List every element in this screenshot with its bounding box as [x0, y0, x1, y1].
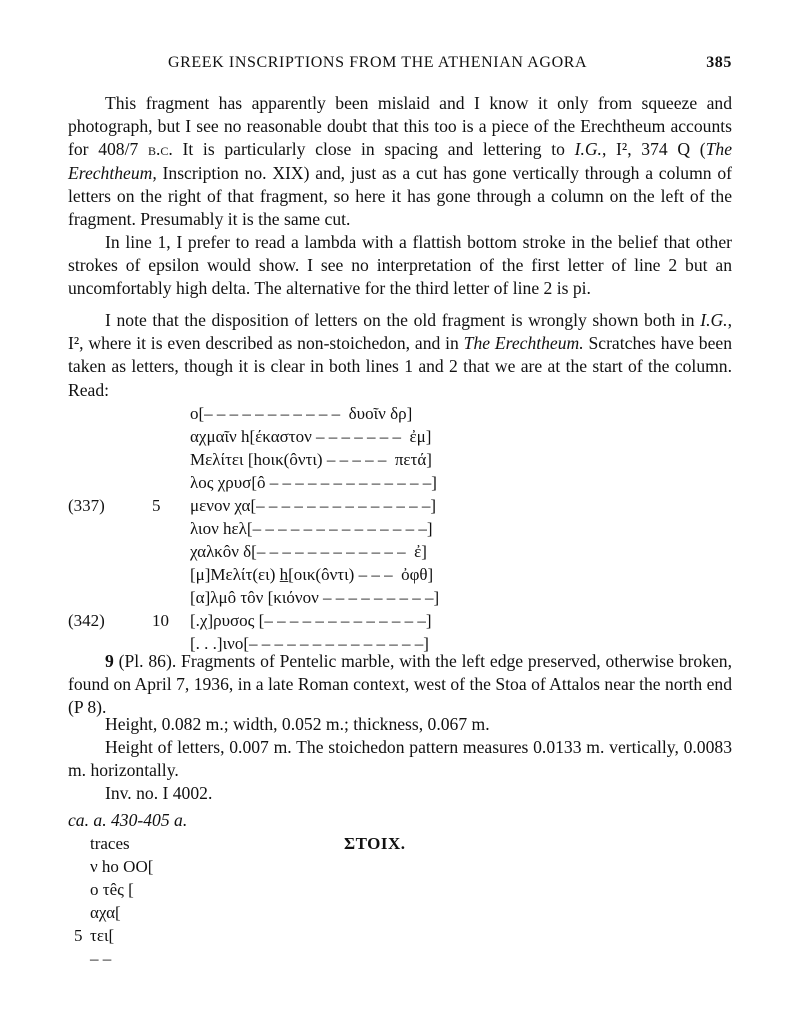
inscription-text-block: [68, 832, 732, 968]
stoichedon-label: ΣΤΟΙΧ.: [344, 834, 406, 853]
page-number: 385: [706, 54, 732, 71]
greek-text-block: [68, 402, 732, 653]
greek-line: [68, 540, 732, 563]
inscription-line-text: ν hο OO[: [90, 857, 154, 876]
entry-9-dimensions: Height, 0.082 m.; width, 0.052 m.; thickness, 0.067 m.: [105, 714, 490, 734]
inscription-line: [68, 901, 732, 924]
greek-line-text: αχμαῖν h[έκαστον – – – – – – – ἐμ]: [190, 427, 432, 446]
greek-line-text: λος χρυσ[ô – – – – – – – – – – – – –]: [190, 473, 437, 492]
greek-line-text: [μ]Μελίτ(ει) h̲[οικ(ôντι) – – – ὀφθ]: [190, 565, 434, 584]
text-run: Scratches have been taken as letters, though it is clear in both lines 1 and 2 that we are at the start of the column. Read:: [68, 333, 732, 400]
greek-line: [68, 402, 732, 425]
greek-line-text: μενον χα[– – – – – – – – – – – – – –]: [190, 496, 437, 515]
ig-citation: I.G.: [700, 310, 728, 330]
entry-9-description: [68, 650, 732, 720]
text-run: , I², 374 Q (: [601, 139, 706, 160]
greek-line-text: χαλκôν δ[– – – – – – – – – – – – ἐ]: [190, 542, 427, 561]
text-run: This fragment has apparently been mislaid and I know it only from squeeze and photograph, but I see no reasonable doubt that this too is a piece of the Erechtheum accounts for 408/7: [68, 93, 732, 160]
inscription-line: [68, 832, 732, 855]
inscription-line-text: τει[: [90, 926, 115, 945]
inscription-line: [68, 855, 732, 878]
greek-line: [68, 609, 732, 632]
greek-line: [68, 586, 732, 609]
running-head: [68, 54, 732, 78]
paragraph-3: [68, 309, 732, 402]
text-run: It is particularly close in spacing and lettering to: [172, 139, 575, 160]
erechtheum-citation: The Erechtheum.: [463, 333, 584, 354]
entry-number: 9: [105, 651, 114, 671]
inscription-line-text: ο τêς [: [90, 880, 134, 899]
line-reference: (342): [68, 611, 105, 630]
paragraph-1: [68, 92, 732, 231]
inscription-line: [68, 947, 732, 970]
line-number: 10: [152, 611, 169, 630]
text-run: I note that the disposition of letters on the old fragment is wrongly shown both in: [105, 310, 701, 330]
running-title: GREEK INSCRIPTIONS FROM THE ATHENIAN AGORA: [168, 54, 588, 71]
greek-line-text: ο[– – – – – – – – – – – δυοῖν δρ]: [190, 404, 413, 423]
entry-9-date: ca. a. 430-405 a.: [68, 810, 188, 830]
line-reference: (337): [68, 496, 105, 515]
erechtheum-citation: The Erechtheum,: [68, 139, 733, 183]
entry-9-inventory: Inv. no. I 4002.: [105, 783, 213, 803]
line-number: 5: [152, 496, 161, 515]
greek-line: [68, 563, 732, 586]
greek-line-text: [.χ]ρυσος [– – – – – – – – – – – – –]: [190, 611, 432, 630]
entry-9-letters: Height of letters, 0.007 m. The stoichedon pattern measures 0.0133 m. vertically, 0.0083 m. horizontally.: [68, 737, 732, 781]
inscription-line: [68, 878, 732, 901]
greek-line: [68, 494, 732, 517]
greek-line: [68, 471, 732, 494]
ig-citation: I.G.: [574, 139, 602, 160]
inscription-line-text: – –: [90, 949, 112, 968]
inscription-line-text: αχα[: [90, 903, 121, 922]
entry-description-text: (Pl. 86). Fragments of Pentelic marble, with the left edge preserved, otherwise broken, found on April 7, 1936, in a late Roman context, west of the Stoa of Attalos near the north end (P 8).: [68, 651, 732, 718]
paragraph-2: In line 1, I prefer to read a lambda with a flattish bottom stroke in the belief that other strokes of epsilon would show. I see no interpretation of the first letter of line 2 but an uncomfortably high delta. The alternative for the third letter of line 2 is pi.: [68, 232, 732, 299]
greek-line-text: [. . .]ινο[– – – – – – – – – – – – – –]: [190, 634, 429, 653]
text-run: Inscription no. XIX) and, just as a cut has gone vertically through a column of letters on the right of that fragment, so here it has gone through a column on the left of the fragment. Presumably it is the same cut.: [68, 162, 732, 230]
bc-abbrev: b.c.: [147, 139, 173, 160]
greek-line: [68, 448, 732, 471]
inscription-line-text: traces: [90, 834, 130, 853]
inscription-line: [68, 924, 732, 947]
greek-line-text: [α]λμô τôν [κιόνον – – – – – – – – –]: [190, 588, 440, 607]
line-number: 5: [74, 926, 83, 945]
text-run: , I², where it is even described as non-stoichedon, and in: [68, 310, 732, 354]
greek-line: [68, 517, 732, 540]
greek-line-text: λιον hελ[– – – – – – – – – – – – – –]: [190, 519, 433, 538]
greek-line-text: Μελίτει [hοικ(ôντι) – – – – – πετά]: [190, 450, 432, 469]
greek-line: [68, 425, 732, 448]
